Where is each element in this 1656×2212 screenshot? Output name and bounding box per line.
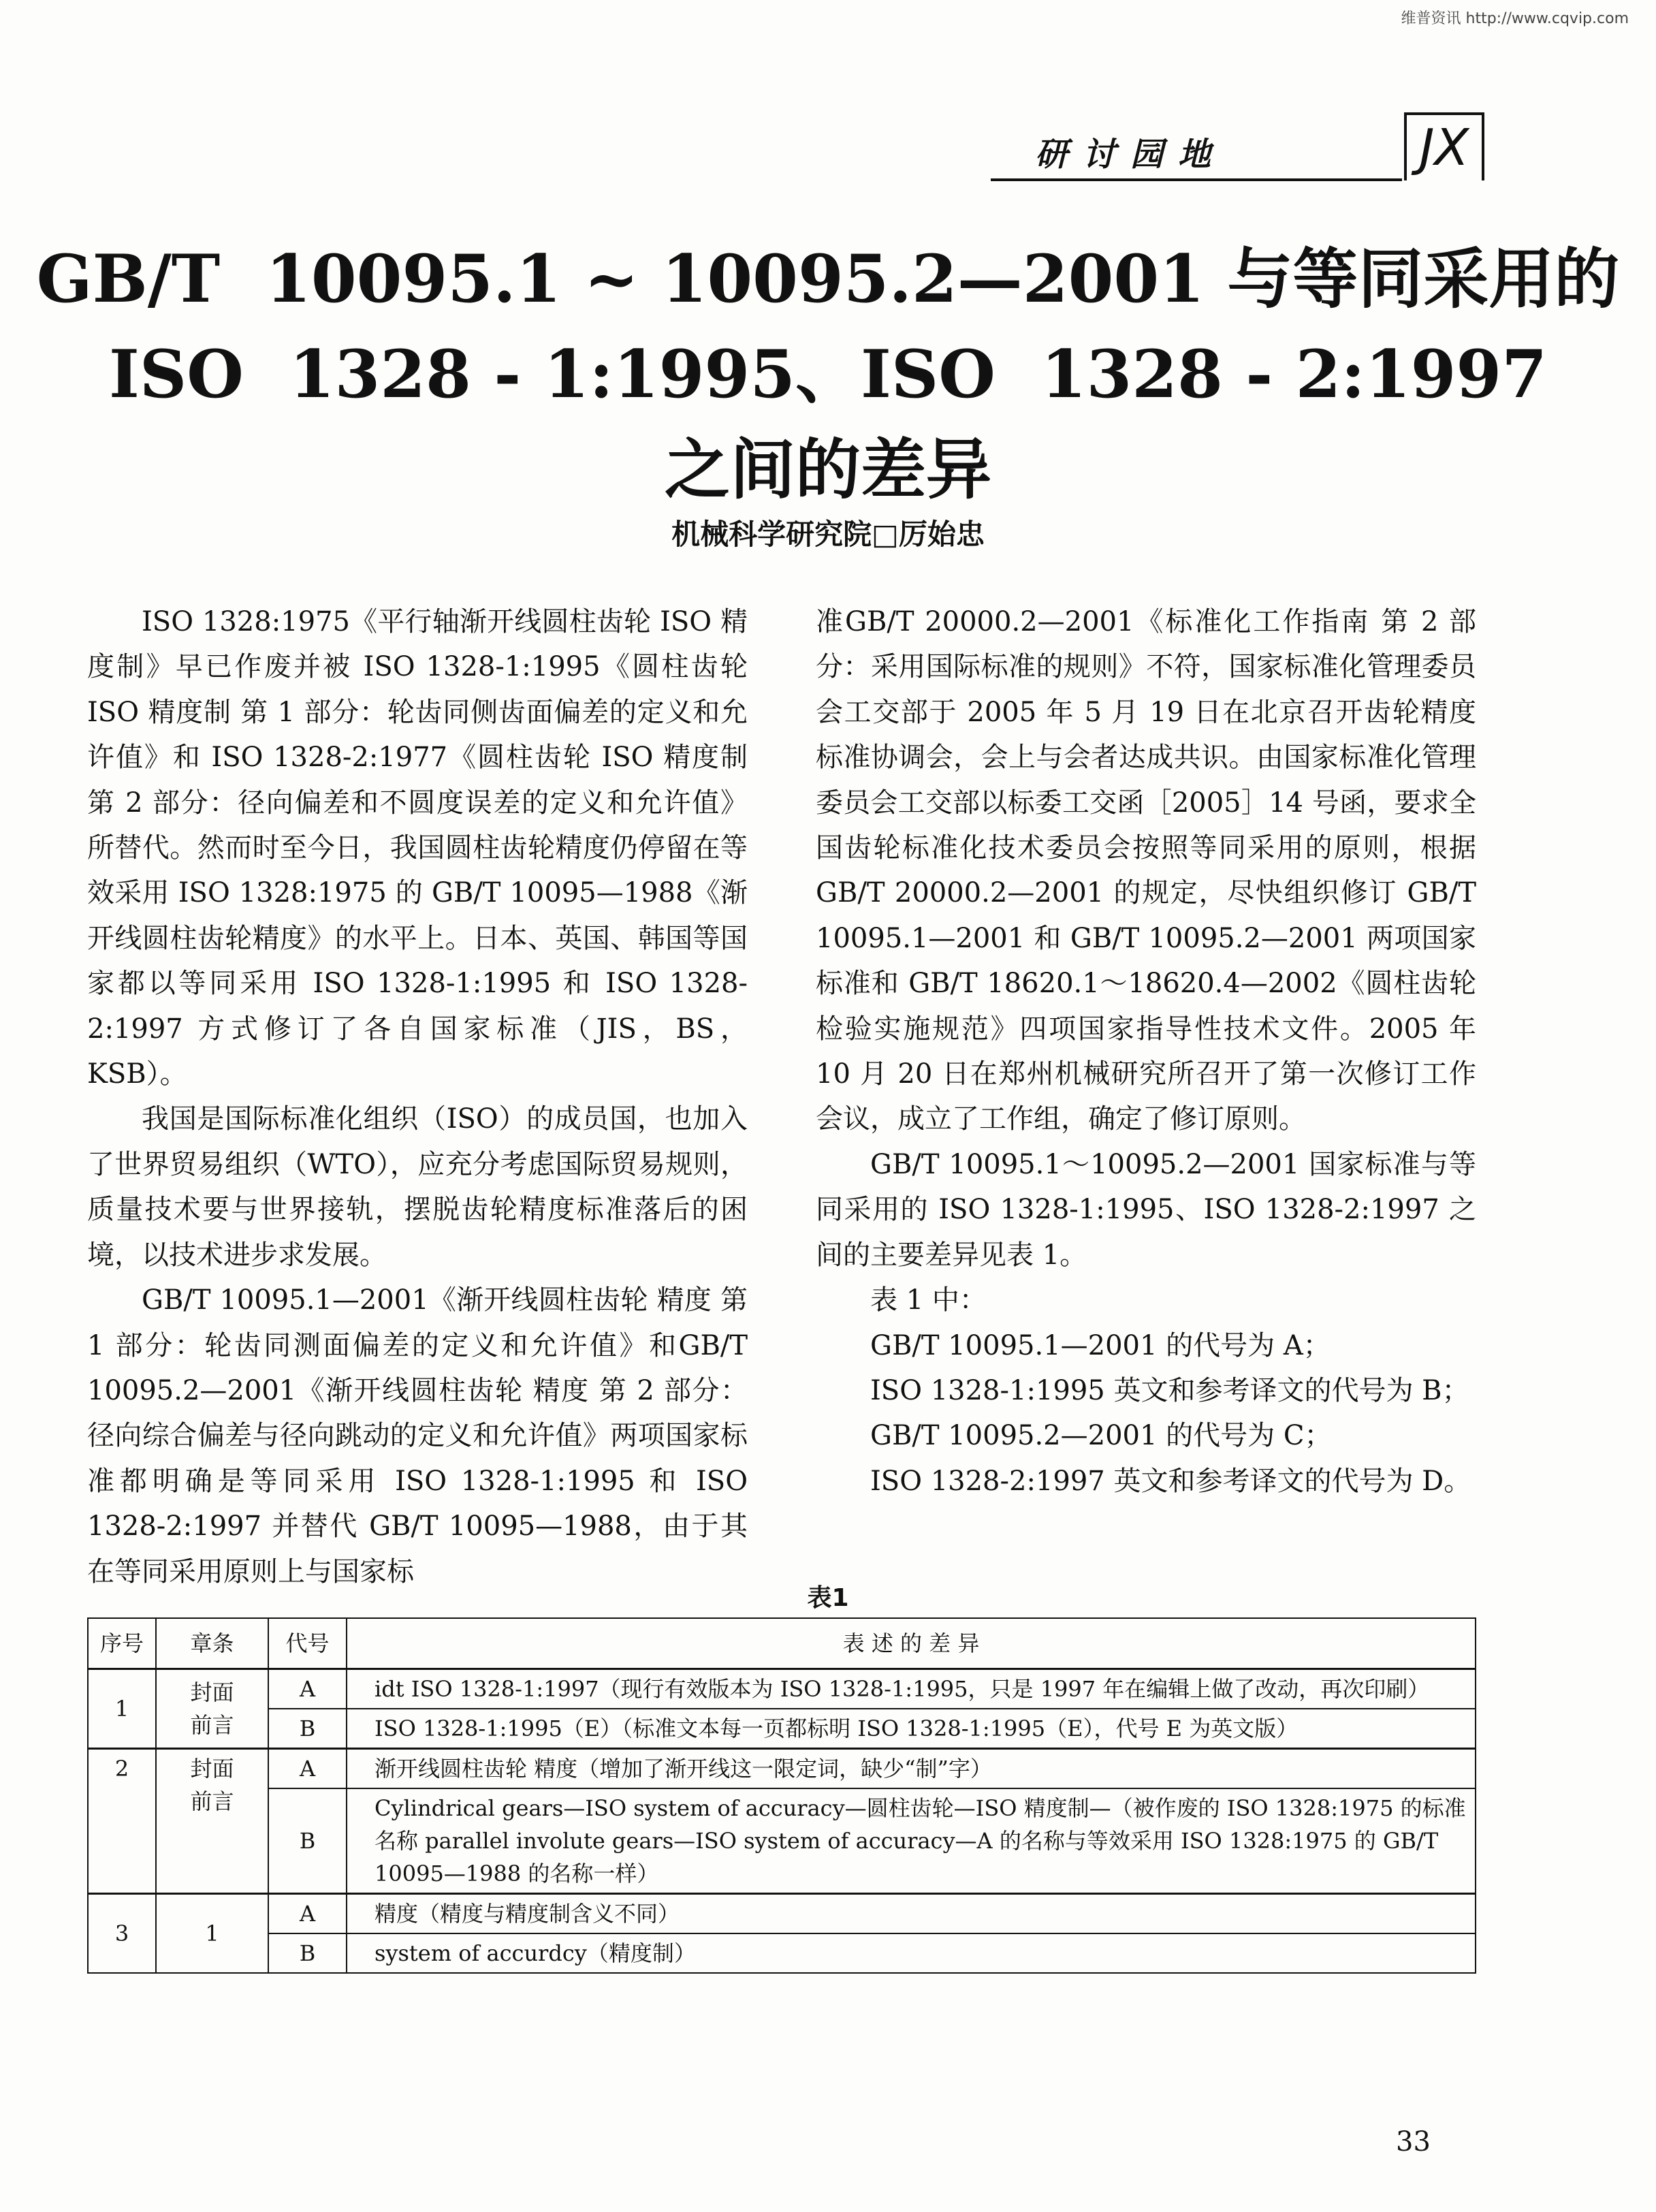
title-line-1: GB/T 10095.1 ~ 10095.2—2001 与等同采用的 (36, 240, 1620, 317)
paragraph: GB/T 10095.1—2001《渐开线圆柱齿轮 精度 第 1 部分：轮齿同测面偏差的定义和允许值》和GB/T 10095.2—2001《渐开线圆柱齿轮 精度 第 2 部分：径向综合偏差与径向跳动的定义和允许值》两项国家标准都明确是等同采用 ISO 1328-1:1995 和 ISO 1328-2:1997 并替代 GB/T 10095—1988，由于其在等同采用原则上与国家标 (87, 1284, 748, 1587)
row-difference: ISO 1328-1:1995（E）（标准文本每一页都标明 ISO 1328-1:1995（E），代号 E 为英文版） (347, 1709, 1476, 1749)
row-difference: 精度（精度与精度制含义不同） (347, 1894, 1476, 1934)
table-row (88, 1669, 1476, 1709)
row-clause: 封面 前言 (156, 1669, 268, 1749)
row-difference: system of accurdcy（精度制） (347, 1933, 1476, 1973)
row-no: 3 (88, 1894, 156, 1974)
code-definition: GB/T 10095.1—2001 的代号为 A； (870, 1329, 1331, 1361)
row-no: 2 (88, 1749, 156, 1894)
right-column (816, 599, 1476, 1504)
row-difference: idt ISO 1328-1:1997（现行有效版本为 ISO 1328-1:1995，只是 1997 年在编辑上做了改动，再次印刷） (347, 1669, 1476, 1709)
paragraph: ISO 1328:1975《平行轴渐开线圆柱齿轮 ISO 精度制》早已作废并被 ISO 1328-1:1995《圆柱齿轮 ISO 精度制 第 1 部分：轮齿同侧齿面偏差的定义和允许值》和 ISO 1328-2:1977《圆柱齿轮 ISO 精度制 第 2 部分：径向偏差和不圆度误差的定义和允许值》所替代。然而时至今日，我国圆柱齿轮精度仍停留在等效采用 ISO 1328:1975 的 GB/T 10095—1988《渐开线圆柱齿轮精度》的水平上。日本、英国、韩国等国家都以等同采用 ISO 1328-1:1995 和 ISO 1328-2:1997 方式修订了各自国家标准（JIS，BS，KSB）。 (87, 606, 748, 1090)
table-row (88, 1933, 1476, 1973)
journal-badge: JX (1404, 112, 1484, 180)
row-code: A (268, 1669, 347, 1709)
title-line-3: 之间的差异 (665, 431, 991, 508)
row-clause: 封面 前言 (156, 1749, 268, 1894)
title-line-2: ISO 1328 - 1:1995、ISO 1328 - 2:1997 (109, 336, 1547, 413)
header-difference: 表 述 的 差 异 (347, 1618, 1476, 1669)
page-number: 33 (1396, 2126, 1431, 2158)
row-code: A (268, 1894, 347, 1934)
header-no: 序号 (88, 1618, 156, 1669)
table-row (88, 1894, 1476, 1934)
table-row (88, 1749, 1476, 1789)
header-rule (991, 178, 1402, 181)
paragraph: 表 1 中： (870, 1284, 987, 1316)
table-header-row (88, 1618, 1476, 1669)
paragraph: 我国是国际标准化组织（ISO）的成员国，也加入了世界贸易组织（WTO），应充分考虑国际贸易规则，质量技术要与世界接轨，摆脱齿轮精度标准落后的困境，以技术进步求发展。 (87, 1103, 748, 1271)
difference-table (87, 1617, 1476, 1974)
code-definition: GB/T 10095.2—2001 的代号为 C； (870, 1420, 1332, 1452)
row-no: 1 (88, 1669, 156, 1749)
paragraph: GB/T 10095.1～10095.2—2001 国家标准与等同采用的 ISO 1328-1:1995、ISO 1328-2:1997 之间的主要差异见表 1。 (816, 1148, 1476, 1271)
header-clause: 章条 (156, 1618, 268, 1669)
column-label: 研讨园地 (1035, 136, 1226, 174)
row-difference: 渐开线圆柱齿轮 精度（增加了渐开线这一限定词，缺少“制”字） (347, 1749, 1476, 1789)
watermark: 维普资讯 http://www.cqvip.com (1401, 10, 1629, 27)
table-caption: 表1 (807, 1584, 849, 1612)
row-clause: 1 (156, 1894, 268, 1974)
paragraph: 准GB/T 20000.2—2001《标准化工作指南 第 2 部分：采用国际标准的规则》不符，国家标准化管理委员会工交部于 2005 年 5 月 19 日在北京召开齿轮精度标准协调会，会上与会者达成共识。由国家标准化管理委员会工交部以标委工交函［2005］14 号函，要求全国齿轮标准化技术委员会按照等同采用的原则，根据 GB/T 20000.2—2001 的规定，尽快组织修订 GB/T 10095.1—2001 和 GB/T 10095.2—2001 两项国家标准和 GB/T 18620.1～18620.4—2002《圆柱齿轮 检验实施规范》四项国家指导性技术文件。2005 年 10 月 20 日在郑州机械研究所召开了第一次修订工作会议，成立了工作组，确定了修订原则。 (816, 606, 1476, 1135)
left-column (87, 599, 748, 1594)
row-code: A (268, 1749, 347, 1789)
author-line: 机械科学研究院□厉始忠 (671, 518, 985, 551)
article-title (0, 232, 1656, 518)
row-code: B (268, 1788, 347, 1894)
table-row (88, 1709, 1476, 1749)
code-definition: ISO 1328-2:1997 英文和参考译文的代号为 D。 (870, 1465, 1471, 1497)
row-code: B (268, 1709, 347, 1749)
header-code: 代号 (268, 1618, 347, 1669)
table-row (88, 1788, 1476, 1894)
row-difference: Cylindrical gears—ISO system of accuracy—圆柱齿轮—ISO 精度制—（被作废的 ISO 1328:1975 的标准名称 parallel involute gears—ISO system of accuracy—A 的名称与等效采用 ISO 1328:1975 的 GB/T 10095—1988 的名称一样） (347, 1788, 1476, 1894)
row-code: B (268, 1933, 347, 1973)
code-definition: ISO 1328-1:1995 英文和参考译文的代号为 B； (870, 1374, 1469, 1406)
